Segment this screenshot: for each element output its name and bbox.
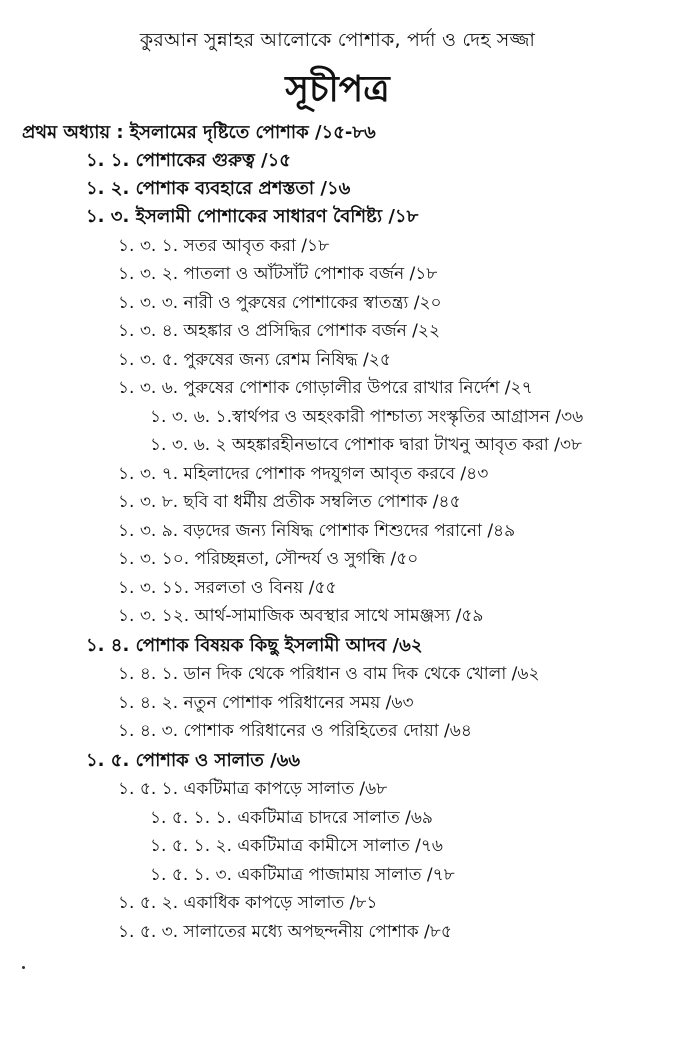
toc-entry: ১. ৫. ১. ২. একটিমাত্র কামীসে সালাত /৭৬ (150, 836, 443, 856)
toc-entry: ১. ৩. ৪. অহঙ্কার ও প্রসিদ্ধির পোশাক বর্জন /২২ (118, 321, 441, 341)
page-title: সূচীপত্র (285, 68, 390, 110)
toc-entry: ১. ৩. ২. পাতলা ও আঁটসাঁট পোশাক বর্জন /১৮ (118, 264, 438, 284)
toc-entry: ১. ৫. ২. একাধিক কাপড়ে সালাত /৮১ (118, 893, 378, 913)
toc-entry: ১. ৪. পোশাক বিষয়ক কিছু ইসলামী আদব /৬২ (86, 635, 423, 656)
toc-entry: ১. ৫. ৩. সালাতের মধ্যে অপছন্দনীয় পোশাক /৮৫ (118, 922, 452, 942)
toc-entry: ১. ৩. ১১. সরলতা ও বিনয় /৫৫ (118, 578, 337, 598)
toc-entry: ১. ৩. ১২. আর্থ-সামাজিক অবস্থার সাথে সামঞ্জস্য /৫৯ (118, 606, 484, 626)
toc-entry: ১. ৩. ১০. পরিচ্ছন্নতা, সৌন্দর্য ও সুগন্ধি /৫০ (118, 549, 419, 569)
toc-entry: ১. ৪. ৩. পোশাক পরিধানের ও পরিহিতের দোয়া /৬৪ (118, 721, 472, 741)
toc-entry: ১. ৩. ৩. নারী ও পুরুষের পোশাকের স্বাতন্ত্র্য /২০ (118, 293, 442, 313)
toc-entry: ১. ৩. ৬. ১.স্বার্থপর ও অহংকারী পাশ্চাত্য সংস্কৃতির আগ্রাসন /৩৬ (150, 407, 584, 427)
toc-entry: প্রথম অধ্যায় : ইসলামের দৃষ্টিতে পোশাক /১৫-৮৬ (22, 122, 376, 143)
toc-entry: ১. ৪. ২. নতুন পোশাক পরিধানের সময় /৬৩ (118, 693, 414, 713)
toc-entry: ১. ১. পোশাকের গুরুত্ব /১৫ (86, 150, 291, 171)
toc-entry: ১. ৩. ৬. পুরুষের পোশাক গোড়ালীর উপরে রাখার নির্দেশ /২৭ (118, 378, 533, 398)
toc-entry: ১. ৫. ১. একটিমাত্র কাপড়ে সালাত /৬৮ (118, 779, 388, 799)
toc-entry: ১. ৩. ৭. মহিলাদের পোশাক পদযুগল আবৃত করবে /৪৩ (118, 464, 489, 484)
toc-entry: ১. ৩. ৯. বড়দের জন্য নিষিদ্ধ পোশাক শিশুদের পরানো /৪৯ (118, 521, 516, 541)
toc-entry: ১. ৩. ৫. পুরুষের জন্য রেশম নিষিদ্ধ /২৫ (118, 350, 391, 370)
toc-entry: ১. ৩. ইসলামী পোশাকের সাধারণ বৈশিষ্ট্য /১৮ (86, 206, 419, 227)
toc-entry: ১. ২. পোশাক ব্যবহারে প্রশস্ততা /১৬ (86, 178, 351, 199)
toc-entry: ১. ৩. ৮. ছবি বা ধর্মীয় প্রতীক সম্বলিত পোশাক /৪৫ (118, 492, 461, 512)
toc-entry: ১. ৫. ১. ১. একটিমাত্র চাদরে সালাত /৬৯ (150, 808, 433, 828)
toc-entry: ১. ৪. ১. ডান দিক থেকে পরিধান ও বাম দিক থেকে খোলা /৬২ (118, 664, 540, 684)
toc-entry: ১. ৫. পোশাক ও সালাত /৬৬ (86, 750, 301, 771)
toc-entry: ১. ৩. ১. সতর আবৃত করা /১৮ (118, 236, 330, 256)
toc-entry: ১. ৩. ৬. ২ অহঙ্কারহীনভাবে পোশাক দ্বারা টাখনু আবৃত করা /৩৮ (150, 435, 582, 455)
stray-dot (22, 966, 25, 969)
book-header: কুরআন সুন্নাহর আলোকে পোশাক, পর্দা ও দেহ সজ্জা (139, 29, 536, 51)
toc-entry: ১. ৫. ১. ৩. একটিমাত্র পাজামায় সালাত /৭৮ (150, 865, 455, 885)
